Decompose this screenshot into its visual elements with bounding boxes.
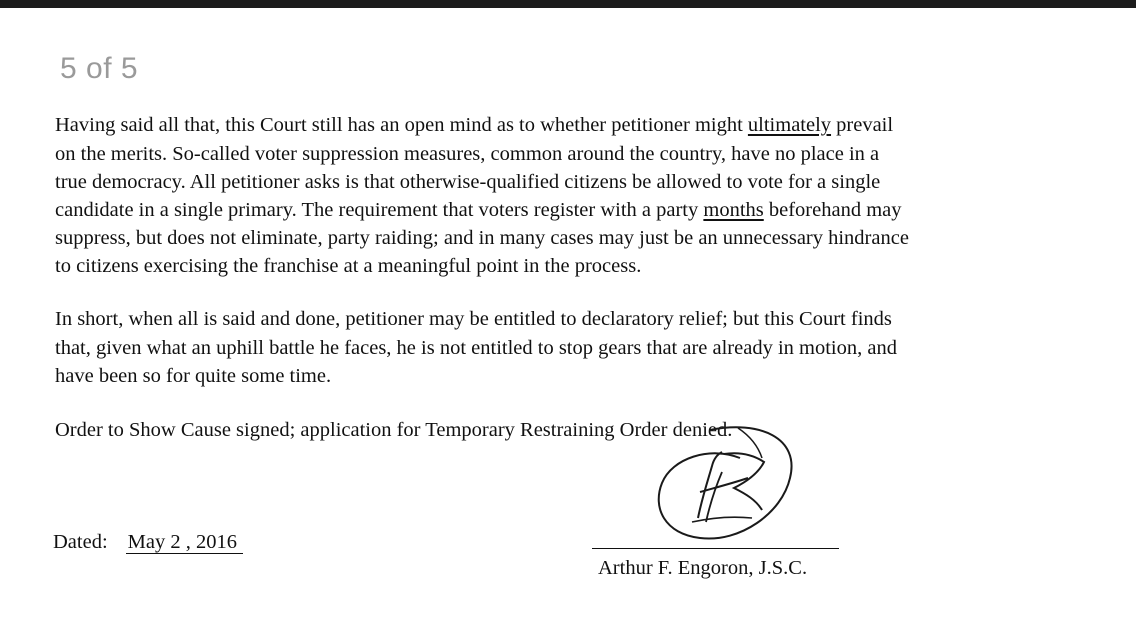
dated-row	[53, 531, 243, 554]
signature-mark	[640, 418, 810, 558]
page-indicator: 5 of 5	[60, 52, 139, 85]
text-run: candidate in a single primary. The requirement that voters register with a party	[55, 199, 704, 221]
top-bar	[0, 0, 1136, 8]
paragraph1-line1	[55, 113, 893, 137]
paragraph1-line6: to citizens exercising the franchise at a meaningful point in the process.	[55, 255, 642, 277]
dated-label: Dated:	[53, 531, 108, 553]
paragraph1-line5: suppress, but does not eliminate, party raiding; and in many cases may just be an unnecessary hindrance	[55, 227, 909, 249]
underlined-word: ultimately	[747, 114, 832, 136]
paragraph1-line2: on the merits. So-called voter suppression measures, common around the country, have no place in a	[55, 143, 880, 165]
judge-name: Arthur F. Engoron, J.S.C.	[598, 557, 808, 579]
paragraph2-line2: that, given what an uphill battle he faces, he is not entitled to stop gears that are already in motion, and	[55, 337, 897, 359]
paragraph2-line1: In short, when all is said and done, petitioner may be entitled to declaratory relief; but this Court finds	[55, 308, 892, 330]
text-run: beforehand may	[763, 199, 902, 221]
paragraph1-line4	[55, 198, 902, 222]
paragraph2-line3: have been so for quite some time.	[55, 365, 332, 387]
signature-line	[592, 548, 839, 549]
paragraph1-line3: true democracy. All petitioner asks is that otherwise-qualified citizens be allowed to vote for a single	[55, 171, 881, 193]
order-line: Order to Show Cause signed; application for Temporary Restraining Order denied.	[55, 419, 733, 441]
text-run: prevail	[831, 114, 894, 136]
text-run: Having said all that, this Court still has an open mind as to whether petitioner might	[55, 114, 748, 136]
underlined-word: months	[703, 199, 764, 221]
dated-value: May 2 , 2016	[126, 531, 243, 554]
